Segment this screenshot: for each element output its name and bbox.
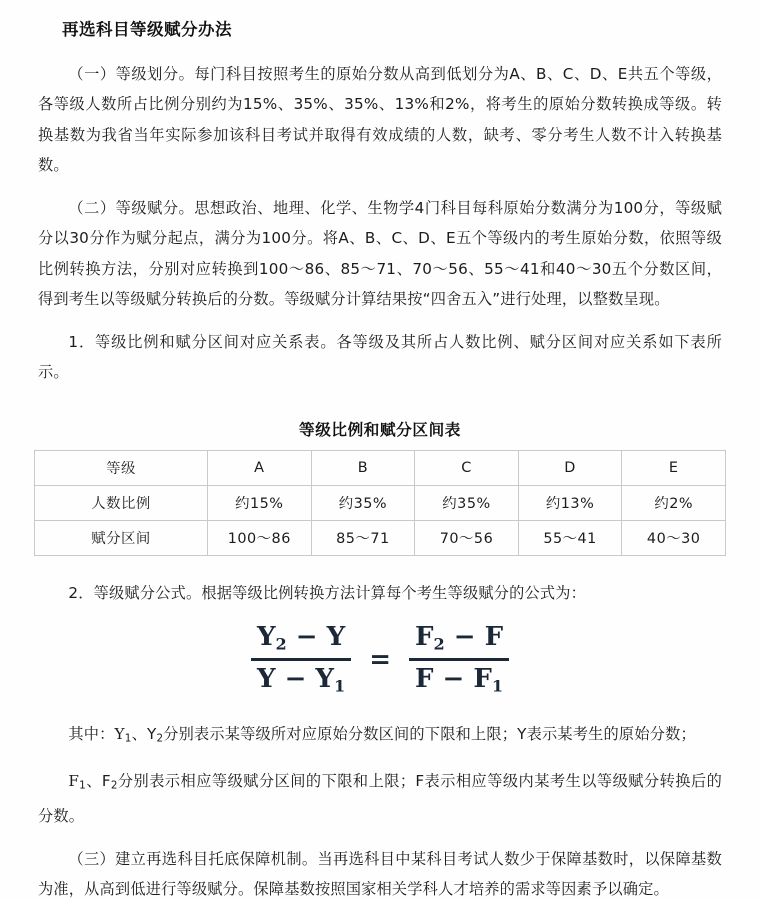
table-cell-proportion-c: 约35% [415,485,519,520]
table-row-proportions [35,485,726,520]
table-rowheader-grade: 等级 [35,450,208,485]
spacer [24,556,736,578]
legend-f-mid: 、F [85,771,111,790]
spacer [24,43,736,59]
formula-left-fraction [251,622,351,697]
formula-equals-sign: = [369,644,391,675]
table-cell-proportion-e: 约2% [622,485,726,520]
table-cell-grade-c: C [415,450,519,485]
table-row-score-ranges [35,520,726,555]
table-cell-grade-e: E [622,450,726,485]
table-cell-range-b: 85～71 [311,520,415,555]
spacer [24,754,736,766]
table-cell-proportion-a: 约15% [208,485,312,520]
formula-right-numerator: $F_2 - F$ [415,622,504,654]
table-cell-grade-a: A [208,450,312,485]
formula-right-num-rest: − F [453,622,504,653]
grade-proportion-table [34,450,726,556]
paragraph-item-1: 1．等级比例和赋分区间对应关系表。各等级及其所占人数比例、赋分区间对应关系如下表所示。 [38,332,722,382]
paragraph-grade-division: （一）等级划分。每门科目按照考生的原始分数从高到低划分为A、B、C、D、E共五个等级，各等级人数所占比例分别约为15%、35%、35%、13%和2%，将考生的原始分数转换成等级。转换基数为我省当年实际参加该科目考试并取得有效成绩的人数，缺考、零分考生人数不计入转换基数。 [38,64,722,175]
formula-right-bar [409,658,509,661]
table-rowheader-proportion: 人数比例 [35,485,208,520]
formula-left-den-sub: 1 [333,676,346,696]
table-cell-range-d: 55～41 [518,520,622,555]
formula-left-denominator: $Y - Y_1$ [256,663,346,696]
legend-y-prefix: 其中：Y [68,724,125,743]
formula-block [24,622,736,697]
formula-right-fraction [409,622,509,697]
formula-right-denominator: $F - F_1$ [415,663,504,696]
legend-f-sub2: 2 [110,779,118,792]
table-cell-range-c: 70～56 [415,520,519,555]
formula-left-numerator: $Y_2 - Y$ [256,622,346,654]
legend-y-sub1: 1 [124,732,132,745]
table-cell-range-e: 40～30 [622,520,726,555]
table-row-grades [35,450,726,485]
paragraph-legend-f [24,766,736,832]
spacer [24,315,736,327]
formula-right-num-sub: 2 [433,634,445,654]
table-cell-grade-b: B [311,450,415,485]
table-caption: 等级比例和赋分区间表 [299,420,461,439]
legend-f-sub1: 1 [79,779,86,792]
spacer [24,832,736,844]
legend-y-mid: 、Y [131,724,157,743]
paragraph-guarantee-mechanism: （三）建立再选科目托底保障机制。当再选科目中某科目考试人数少于保障基数时，以保障基数为准，从高到低进行等级赋分。保障基数按照国家相关学科人才培养的需求等因素予以确定。 [38,849,722,899]
table-rowheader-score-range: 赋分区间 [35,520,208,555]
formula-left-num-sub: 2 [275,634,287,654]
grade-assignment-formula [245,622,515,697]
table-cell-proportion-b: 约35% [311,485,415,520]
formula-right-den-sub: 1 [491,676,504,696]
legend-f-prefix: F [68,771,80,790]
paragraph-legend-y [24,719,736,754]
legend-y-sub2: 2 [156,732,164,745]
spacer [24,388,736,418]
legend-y-suffix: 分别表示某等级所对应原始分数区间的下限和上限；Y表示某考生的原始分数； [163,724,696,743]
spacer [24,181,736,193]
spacer [24,707,736,719]
formula-left-num-rest: − Y [295,622,346,653]
table-cell-grade-d: D [518,450,622,485]
paragraph-grade-assignment: （二）等级赋分。思想政治、地理、化学、生物学4门科目每科原始分数满分为100分，等级赋分以30分作为赋分起点，满分为100分。将A、B、C、D、E五个等级内的考生原始分数，依照等级比例转换方法，分别对应转换到100～86、85～71、70～56、55～41和40～30五个分数区间，得到考生以等级赋分转换后的分数。等级赋分计算结果按“四舍五入”进行处理，以整数呈现。 [38,198,722,309]
page-title: 再选科目等级赋分办法 [62,20,232,39]
table-cell-proportion-d: 约13% [518,485,622,520]
paragraph-item-2: 2．等级赋分公式。根据等级比例转换方法计算每个考生等级赋分的公式为： [68,583,587,602]
table-cell-range-a: 100～86 [208,520,312,555]
formula-left-bar [251,658,351,661]
legend-f-suffix: 分别表示相应等级赋分区间的下限和上限；F表示相应等级内某考生以等级赋分转换后的分数。 [38,771,722,826]
